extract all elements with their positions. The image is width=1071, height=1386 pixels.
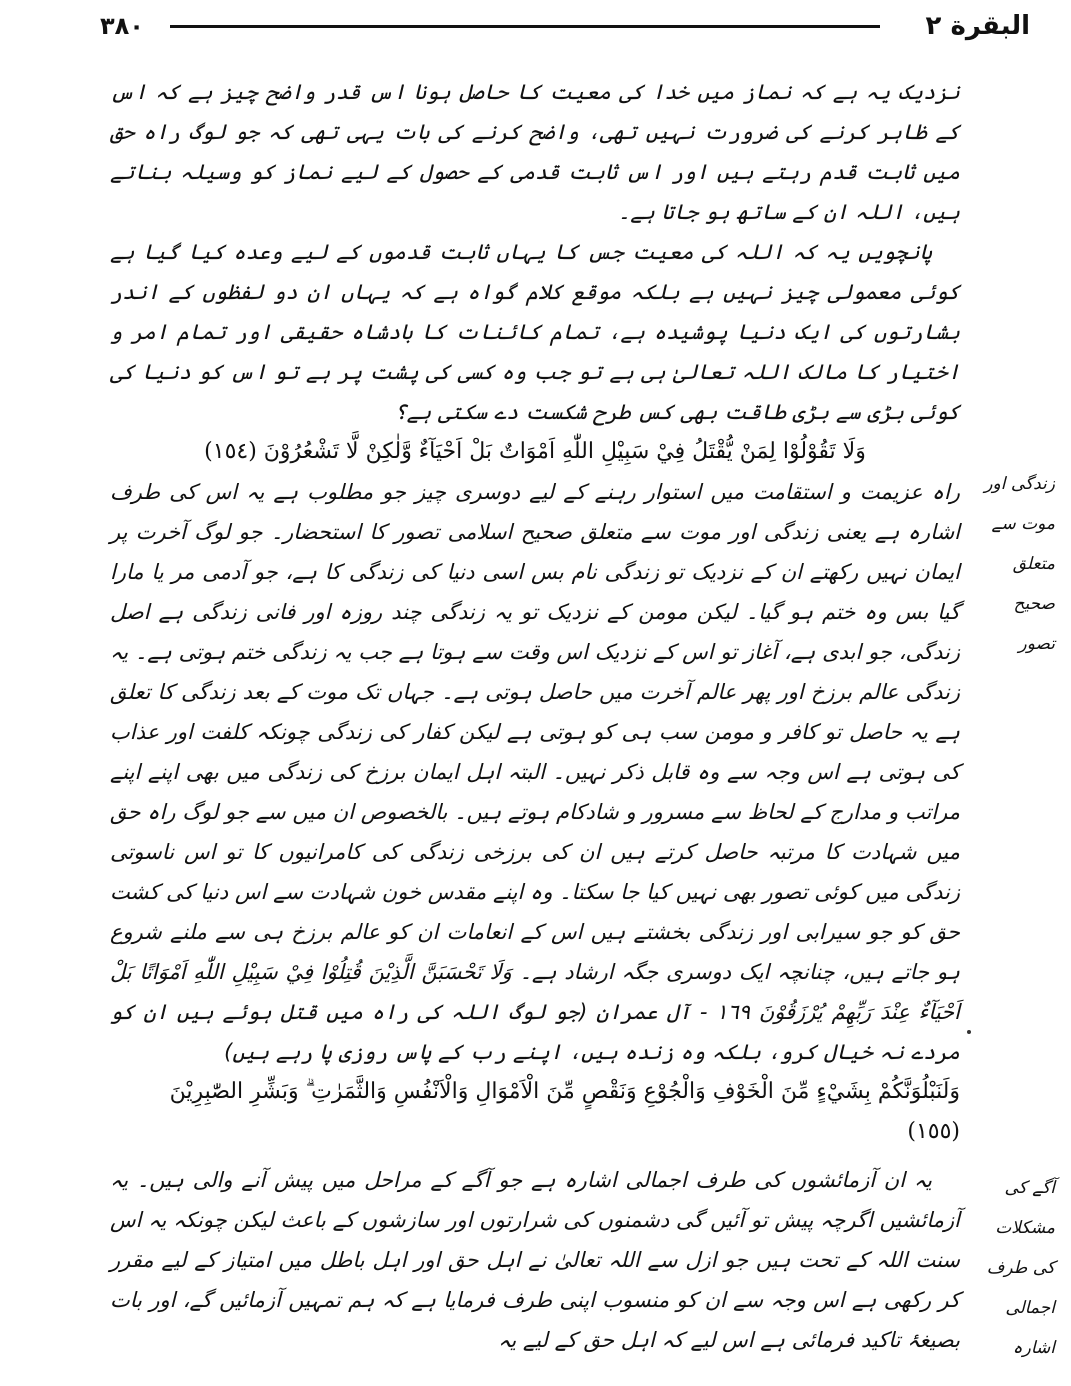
margin-note-life-death: زندگی اور موت سے متعلق صحیح تصور [984,474,1055,654]
paragraph-3 [110,472,960,1072]
verse-155: وَلَنَبْلُوَنَّكُمْ بِشَيْءٍ مِّنَ الْخَوْفِ وَالْجُوْعِ وَنَقْصٍ مِّنَ الْاَمْوَالِ وَالْاَنْفُسِ وَالثَّمَرٰتِ ۗ وَبَشِّرِ الصّٰبِرِيْنَ (١٥٥) [169,1079,960,1144]
surah-title: البقرة ٢ [925,11,1030,41]
paragraph-2: پانچویں یہ کہ اللہ کی معیت جس کا یہاں ثابت قدموں کے لیے وعدہ کیا گیا ہے کوئی معمولی چیز نہیں ہے بلکہ موقع کلام گواہ ہے کہ یہاں ان دو لفظوں کے اندر بشارتوں کی ایک دنیا پوشیدہ ہے، تمام کائنات کا بادشاہ حقیقی اور تمام امر و اختیار کا مالک اللہ تعالیٰ ہی ہے تو جب وہ کسی کی پشت پر ہے تو اس کو دنیا کی کوئی بڑی سے بڑی طاقت بھی کس طرح شکست دے سکتی ہے؟ [110,240,960,424]
verse-154: وَلَا تَقُوْلُوْا لِمَنْ يُّقْتَلُ فِيْ سَبِيْلِ اللّٰهِ اَمْوَاتٌ بَلْ اَحْيَآءٌ وَّلٰكِنْ لَّا تَشْعُرُوْنَ (١٥٤) [204,439,866,464]
verse-169-translation: (جو لوگ اللہ کی راہ میں قتل ہوئے ہیں ان کو مردے نہ خیال کرو، بلکہ وہ زندہ ہیں، اپنے رب کے پاس روزی پا رہے ہیں) [110,1000,960,1064]
spacer [110,1152,960,1160]
verse-169-inline: وَلَا تَحْسَبَنَّ الَّذِيْنَ قُتِلُوْا فِيْ سَبِيْلِ اللّٰهِ اَمْوَاتًا بَلْ اَحْيَآءٌ عِنْدَ رَبِّهِمْ يُرْزَقُوْنَ [110,960,960,1024]
main-text [110,72,960,1360]
page-number: ۳۸۰ [100,12,144,40]
header-rule [170,25,880,28]
verse-169-ref: ١٦٩ - آل عمران [596,1000,751,1024]
paragraph-3-text: راہ عزیمت و استقامت میں استوار رہنے کے لیے دوسری چیز جو مطلوب ہے یہ اس کی طرف اشارہ ہے یعنی زندگی اور موت سے متعلق صحیح اسلامی تصور کا استحضار۔ جو لوگ آخرت پر ایمان نہیں رکھتے ان کے نزدیک تو زندگی نام بس اسی دنیا کی زندگی کا ہے، جو آدمی مر یا مارا گیا بس وہ ختم ہو گیا۔ لیکن مومن کے نزدیک تو یہ زندگی چند روزہ اور فانی زندگی ہے اصل زندگی، جو ابدی ہے، آغاز تو اس کے نزدیک اس وقت سے ہوتا ہے جب یہ زندگی ختم ہوتی ہے۔ یہ زندگی عالم برزخ اور پھر عالم آخرت میں حاصل ہوتی ہے۔ جہاں تک موت کے بعد زندگی کا تعلق ہے یہ حاصل تو کافر و مومن سب ہی کو ہوتی ہے لیکن کفار کی زندگی چونکہ کلفت اور عذاب کی ہوتی ہے اس وجہ سے وہ قابل ذکر نہیں۔ البتہ اہل ایمان برزخ کی زندگی میں بھی اپنے اپنے مراتب و مدارج کے لحاظ سے مسرور و شادکام ہوتے ہیں۔ بالخصوص ان میں سے جو لوگ راہ حق میں شہادت کا مرتبہ حاصل کرتے ہیں ان کی برزخی زندگی کی کامرانیوں کا تو اس ناسوتی زندگی میں کوئی تصور بھی نہیں کیا جا سکتا۔ وہ اپنے مقدس خون شہادت سے اس دنیا کی کشت حق کو جو سیرابی اور زندگی بخشتے ہیں اس کے انعامات ان کو عالم برزخ ہی سے ملنے شروع ہو جاتے ہیں، چنانچہ ایک دوسری جگہ ارشاد ہے۔ [110,480,961,984]
margin-note-trials: آگے کی مشکلات کی طرف اجمالی اشارہ [986,1178,1055,1358]
page-header [100,8,1030,44]
paragraph-4: یہ ان آزمائشوں کی طرف اجمالی اشارہ ہے جو آگے کے مراحل میں پیش آنے والی ہیں۔ یہ آزمائشیں اگرچہ پیش تو آئیں گی دشمنوں کی شرارتوں اور سازشوں کے باعث لیکن چونکہ یہ اس سنت اللہ کے تحت ہیں جو ازل سے اللہ تعالیٰ نے اہل حق اور اہل باطل میں امتیاز کے لیے مقرر کر رکھی ہے اس وجہ سے ان کو منسوب اپنی طرف فرمایا ہے کہ ہم تمہیں آزمائیں گے، اور بات بصیغۂ تاکید فرمائی ہے اس لیے کہ اہل حق کے لیے یہ [110,1168,960,1352]
stray-mark [967,1030,971,1034]
paragraph-1: نزدیک یہ ہے کہ نماز میں خدا کی معیت کا حاصل ہونا اس قدر واضح چیز ہے کہ اس کے ظاہر کرنے کی ضرورت نہیں تھی، واضح کرنے کی بات یہی تھی کہ جو لوگ راہ حق میں ثابت قدم رہتے ہیں اور اس ثابت قدمی کے حصول کے لیے نماز کو وسیلہ بناتے ہیں، اللہ ان کے ساتھ ہو جاتا ہے۔ [110,80,960,224]
